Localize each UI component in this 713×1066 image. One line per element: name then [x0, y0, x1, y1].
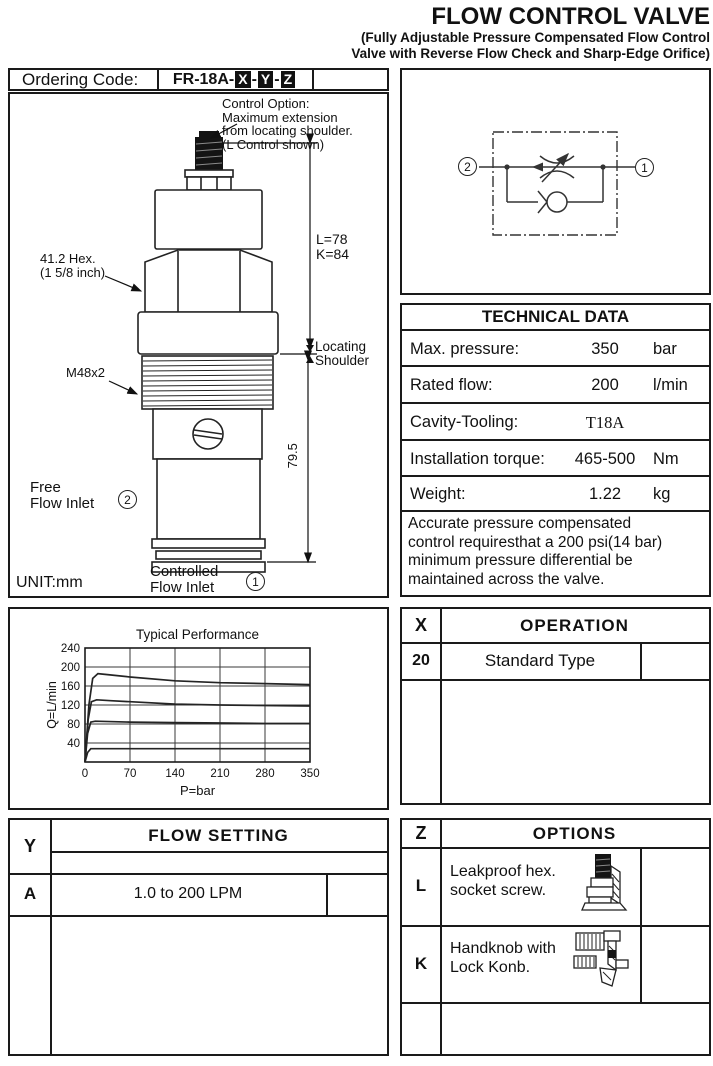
- bottom-ring-1: [152, 539, 265, 548]
- page-subtitle-line2: Valve with Reverse Flow Check and Sharp-Edge Orifice): [351, 46, 710, 61]
- flow-setting-title: FLOW SETTING: [148, 825, 289, 845]
- series-medium-flow-setting: [85, 700, 310, 762]
- leader-hex: [105, 276, 141, 291]
- page-subtitle-line1: (Fully Adjustable Pressure Compensated Flow Control: [360, 30, 710, 45]
- y-tick-label: 40: [67, 738, 80, 750]
- series-minimum-flow-setting: [85, 749, 310, 762]
- valve-envelope: [493, 132, 617, 235]
- tech-row-max-pressure: Max. pressure: 350 bar: [402, 333, 709, 367]
- dim-lk-label: L=78 K=84: [316, 231, 350, 262]
- leader-m48: [109, 381, 137, 394]
- handknob-icon: [572, 930, 632, 994]
- unit-label: UNIT:mm: [16, 574, 83, 591]
- ordering-code-z: Z: [281, 71, 296, 88]
- free-flow-inlet-label: Free Flow Inlet: [30, 479, 95, 512]
- ordering-code-x: X: [235, 71, 250, 88]
- options-title: OPTIONS: [532, 823, 617, 843]
- check-valve-ball: [547, 192, 567, 212]
- port-1-badge: 1: [246, 572, 265, 591]
- adjustability-arrow: [542, 154, 568, 182]
- y-tick-label: 160: [60, 681, 80, 693]
- technical-data-header: TECHNICAL DATA: [402, 305, 709, 331]
- flow-setting-row-label: 1.0 to 200 LPM: [133, 885, 243, 902]
- cartridge-body: [157, 459, 260, 539]
- valve-drawing-box: [8, 92, 389, 598]
- chart-ylabel: Q=L/min: [45, 681, 59, 729]
- chart-title: Typical Performance: [135, 627, 260, 642]
- schematic-port-1: 1: [635, 158, 654, 177]
- lock-nut: [187, 177, 231, 190]
- options-row-k-code: K: [414, 953, 428, 973]
- flow-setting-table: [8, 818, 389, 1056]
- tech-row-rated-flow: Rated flow: 200 l/min: [402, 369, 709, 404]
- stem-tip: [199, 131, 219, 138]
- control-option-label: Control Option: Maximum extension from locating shoulder. (L Control shown): [222, 96, 353, 152]
- thread-size-label: M48x2: [66, 365, 106, 380]
- operation-table: [400, 607, 711, 805]
- options-header-divider: [402, 847, 709, 849]
- port-2-badge: 2: [118, 490, 137, 509]
- controlled-flow-inlet-label: Controlled Flow Inlet: [150, 563, 219, 596]
- restrictor-arc-top: [540, 156, 574, 163]
- flow-setting-row-divider: [10, 915, 387, 917]
- tech-row-weight: Weight: 1.22 kg: [402, 479, 709, 512]
- x-tick-label: 350: [300, 768, 320, 780]
- operation-row-code: 20: [412, 651, 430, 669]
- flow-setting-col-divider: [50, 820, 52, 1054]
- schematic-port-2: 2: [458, 157, 477, 176]
- bottom-ring-2: [156, 551, 261, 559]
- flow-setting-code-header: Y: [23, 836, 36, 856]
- hex-section: [145, 250, 272, 312]
- options-cell-divider-1: [640, 847, 642, 925]
- flow-setting-cell-divider: [326, 873, 328, 915]
- options-row-l-code: L: [415, 876, 427, 895]
- ordering-divider-2: [312, 70, 314, 89]
- operation-row-divider: [402, 679, 709, 681]
- operation-title: OPERATION: [520, 615, 629, 635]
- options-row-divider-1: [402, 925, 709, 927]
- y-tick-label: 240: [60, 643, 80, 655]
- hydraulic-schematic-box: [400, 68, 711, 295]
- options-row-k-label: Handknob with Lock Konb.: [450, 940, 556, 976]
- hex-size-label: 41.2 Hex. (1 5/8 inch): [40, 251, 106, 280]
- options-code-header: Z: [415, 823, 427, 843]
- y-tick-label: 80: [67, 719, 80, 731]
- x-tick-label: 210: [210, 768, 230, 780]
- options-col-divider: [440, 820, 442, 1054]
- hex-socket-screw-icon: [580, 852, 632, 918]
- technical-data-box: [400, 303, 711, 597]
- ordering-code-prefix: FR-18A-: [172, 70, 235, 88]
- series-low-flow-setting: [85, 721, 310, 762]
- collar: [138, 312, 278, 354]
- restrictor-arc-bottom: [540, 171, 574, 178]
- typical-performance-chart: [10, 609, 387, 808]
- operation-cell-divider: [640, 642, 642, 679]
- x-tick-label: 280: [255, 768, 275, 780]
- dim-79-5-label: 79.5: [284, 443, 300, 469]
- flow-setting-row-code: A: [23, 884, 37, 903]
- ordering-code-box: [8, 68, 389, 91]
- tech-row-cavity-tooling: Cavity-Tooling: T18A: [402, 406, 709, 441]
- stem-flange: [185, 170, 233, 177]
- options-row-divider-2: [402, 1002, 709, 1004]
- tech-note: Accurate pressure compensated control requiresthat a 200 psi(14 bar) minimum pressure differential be maintained across the valve.: [408, 515, 663, 588]
- x-tick-label: 140: [165, 768, 185, 780]
- x-tick-label: 0: [81, 768, 89, 780]
- chart-xlabel: P=bar: [179, 783, 216, 798]
- y-tick-label: 120: [60, 700, 80, 712]
- hydraulic-symbol: [402, 70, 709, 293]
- check-valve-seat: [538, 191, 547, 213]
- ordering-code-label: Ordering Code:: [22, 69, 139, 89]
- flow-setting-title-divider: [50, 851, 387, 853]
- locating-shoulder-label: Locating Shoulder: [315, 339, 370, 368]
- page-title: FLOW CONTROL VALVE: [431, 3, 710, 30]
- options-table: [400, 818, 711, 1056]
- performance-chart-box: [8, 607, 389, 810]
- shoulder-arrow-up: [306, 356, 314, 363]
- cap-body: [155, 190, 262, 249]
- ordering-code-y: Y: [258, 71, 273, 88]
- shoulder-arrow-down: [306, 345, 314, 352]
- tech-row-installation-torque: Installation torque: 465-500 Nm: [402, 443, 709, 477]
- flow-direction-arrow: [532, 163, 543, 172]
- options-row-l-label: Leakproof hex. socket screw.: [450, 863, 556, 899]
- y-tick-label: 200: [60, 662, 80, 674]
- x-tick-label: 70: [123, 768, 137, 780]
- options-cell-divider-2: [640, 925, 642, 1002]
- operation-code-header: X: [414, 615, 427, 635]
- ordering-code-value: FR-18A- X - Y - Z: [157, 70, 312, 89]
- operation-row-label: Standard Type: [484, 650, 596, 670]
